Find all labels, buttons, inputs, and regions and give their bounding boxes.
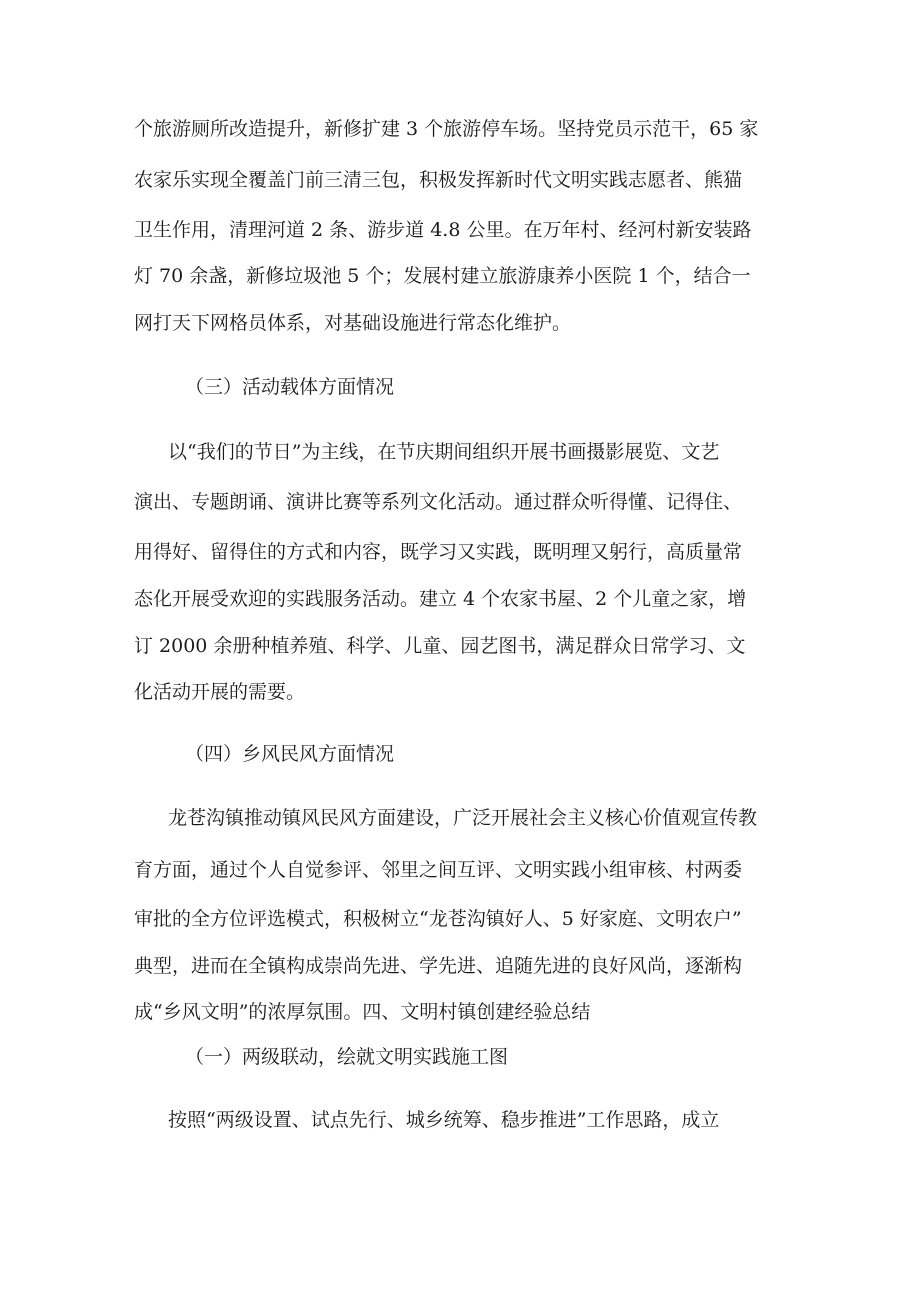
section-heading: （一）两级联动，绘就文明实践施工图 <box>185 1046 509 1068</box>
section-heading: （三）活动载体方面情况 <box>185 376 395 398</box>
paragraph-line: 网打天下网格员体系，对基础设施进行常态化维护。 <box>134 312 572 334</box>
paragraph-line: 典型，进而在全镇构成崇尚先进、学先进、追随先进的良好风尚，逐渐构 <box>134 955 743 977</box>
paragraph-line: 按照“两级设置、试点先行、城乡统筹、稳步推进”工作思路，成立 <box>168 1109 720 1131</box>
paragraph-line: 以“我们的节日”为主线，在节庆期间组织开展书画摄影展览、文艺 <box>168 441 720 463</box>
paragraph-line: 化活动开展的需要。 <box>134 681 306 703</box>
paragraph-line: 农家乐实现全覆盖门前三清三包，积极发挥新时代文明实践志愿者、熊猫 <box>134 169 743 191</box>
paragraph-line: 灯 70 余盏，新修垃圾池 5 个；发展村建立旅游康养小医院 1 个，结合一 <box>134 265 751 287</box>
paragraph-line: 用得好、留得住的方式和内容，既学习又实践，既明理又躬行，高质量常 <box>134 541 743 563</box>
paragraph-line: 成“乡风文明”的浓厚氛围。四、文明村镇创建经验总结 <box>134 1001 591 1023</box>
paragraph-line: 龙苍沟镇推动镇风民风方面建设，广泛开展社会主义核心价值观宣传教 <box>168 807 758 829</box>
paragraph-line: 演出、专题朗诵、演讲比赛等系列文化活动。通过群众听得懂、记得住、 <box>134 491 743 513</box>
paragraph-line: 审批的全方位评选模式，积极树立“龙苍沟镇好人、5 好家庭、文明农户” <box>134 908 742 930</box>
section-heading: （四）乡风民风方面情况 <box>185 743 395 765</box>
paragraph-line: 个旅游厕所改造提升，新修扩建 3 个旅游停车场。坚持党员示范干，65 家 <box>134 118 759 140</box>
paragraph-line: 订 2000 余册种植养殖、科学、儿童、园艺图书，满足群众日常学习、文 <box>134 635 746 657</box>
paragraph-line: 态化开展受欢迎的实践服务活动。建立 4 个农家书屋、2 个儿童之家，增 <box>134 588 747 610</box>
paragraph-line: 卫生作用，清理河道 2 条、游步道 4.8 公里。在万年村、经河村新安装路 <box>134 219 752 241</box>
paragraph-line: 育方面，通过个人自觉参评、邻里之间互评、文明实践小组审核、村两委 <box>134 859 743 881</box>
